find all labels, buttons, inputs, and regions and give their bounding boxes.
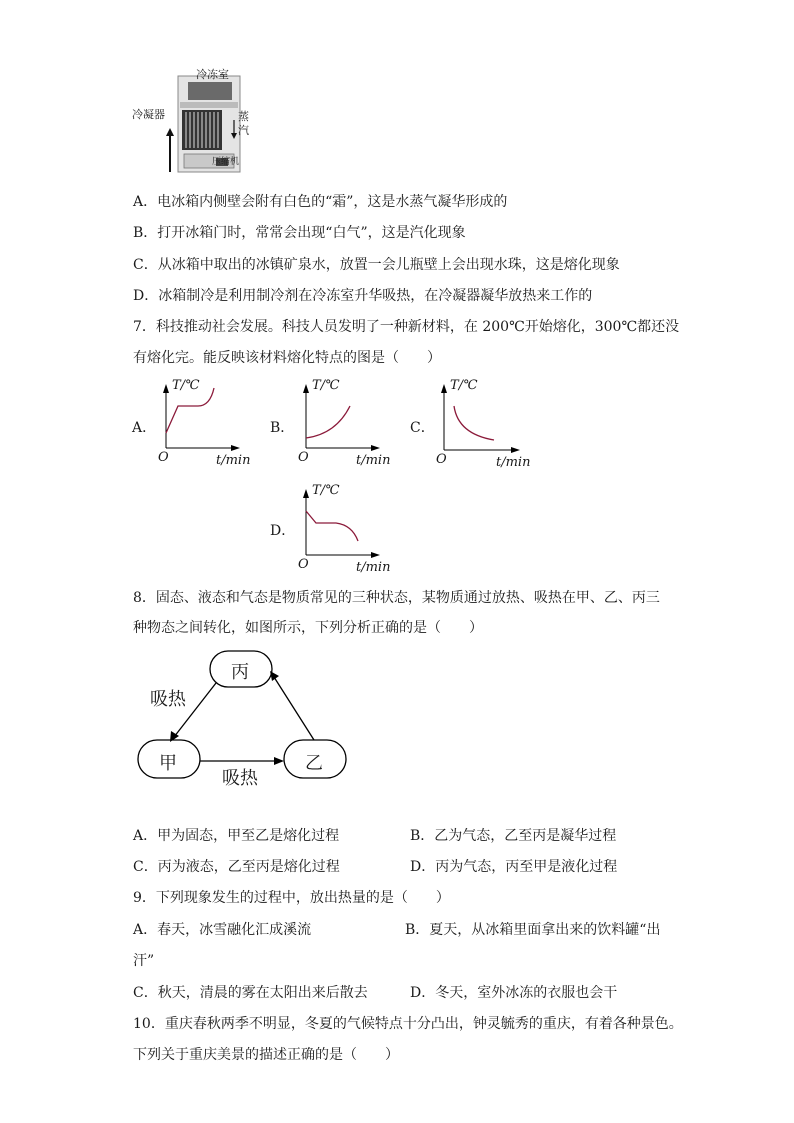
- graph-x-axis-label: t/min: [496, 455, 531, 470]
- graph-letter: A．: [132, 420, 157, 436]
- q7-graph-c: [408, 376, 543, 473]
- graph-x-axis-label: t/min: [356, 560, 391, 575]
- graph-origin: O: [158, 450, 169, 465]
- graph-origin: O: [298, 450, 309, 465]
- edge-label-top-left: 吸热: [150, 689, 186, 710]
- graph-origin: O: [436, 452, 447, 467]
- graph-x-axis-label: t/min: [216, 453, 251, 468]
- q9-option-b: B．夏天，从冰箱里面拿出来的饮料罐“出: [405, 922, 661, 938]
- q6-option-a: A．电冰箱内侧壁会附有白色的“霜”，这是水蒸气凝华形成的: [133, 194, 508, 210]
- q9-option-b-cont: 汗”: [133, 953, 155, 969]
- phase-diagram: [130, 645, 360, 795]
- graph-y-axis-label: T/℃: [312, 378, 340, 393]
- node-top: 丙: [231, 662, 249, 683]
- graph-b-curve: [306, 406, 350, 438]
- q6-option-c: C．从冰箱中取出的冰镇矿泉水，放置一会儿瓶壁上会出现水珠，这是熔化现象: [133, 257, 620, 273]
- q10-stem-line1: 10．重庆春秋两季不明显，冬夏的气候特点十分凸出，钟灵毓秀的重庆，有着各种景色。: [133, 1016, 683, 1032]
- graph-a-curve: [166, 388, 214, 433]
- q9-stem: 9．下列现象发生的过程中，放出热量的是（ ）: [133, 890, 450, 906]
- condenser-label: 冷凝器: [132, 108, 165, 121]
- graph-y-axis-label: T/℃: [312, 483, 340, 498]
- node-right: 乙: [305, 753, 323, 774]
- graph-y-axis-label: T/℃: [172, 378, 200, 393]
- q8-option-a: A．甲为固态，甲至乙是熔化过程: [133, 828, 340, 844]
- q8-stem-line1: 8．固态、液态和气态是物质常见的三种状态，某物质通过放热、吸热在甲、乙、丙三: [133, 590, 660, 606]
- q8-option-c: C．丙为液态，乙至丙是熔化过程: [133, 859, 340, 875]
- vapor-label-2: 汽: [238, 124, 249, 137]
- graph-c-curve: [454, 406, 494, 440]
- fridge-figure: [130, 60, 250, 175]
- vapor-label-1: 蒸: [238, 110, 249, 123]
- q7-stem-line2: 有熔化完。能反映该材料熔化特点的图是（ ）: [133, 350, 441, 366]
- graph-d-curve: [306, 511, 358, 541]
- q8-option-b: B．乙为气态，乙至丙是凝华过程: [410, 828, 617, 844]
- q7-graph-a: [130, 376, 260, 471]
- q7-graph-b: [270, 376, 400, 471]
- compressor-label: 压缩机: [212, 157, 240, 167]
- q8-option-d: D．丙为气态，丙至甲是液化过程: [410, 859, 618, 875]
- node-left: 甲: [159, 753, 177, 774]
- graph-letter: B．: [270, 420, 295, 436]
- graph-letter: C．: [410, 420, 435, 436]
- freezer-label: 冷冻室: [196, 68, 229, 81]
- q9-option-d: D．冬天，室外冰冻的衣服也会干: [410, 985, 618, 1001]
- graph-origin: O: [298, 557, 309, 572]
- graph-letter: D．: [270, 523, 296, 539]
- q8-stem-line2: 种物态之间转化，如图所示，下列分析正确的是（ ）: [133, 620, 483, 636]
- graph-y-axis-label: T/℃: [450, 378, 478, 393]
- graph-x-axis-label: t/min: [356, 453, 391, 468]
- q9-option-a: A．春天，冰雪融化汇成溪流: [133, 922, 312, 938]
- q7-graph-d: [270, 481, 400, 576]
- q6-option-b: B．打开冰箱门时，常常会出现“白气”，这是汽化现象: [133, 225, 466, 241]
- q6-option-d: D．冰箱制冷是利用制冷剂在冷冻室升华吸热，在冷凝器凝华放热来工作的: [133, 288, 593, 304]
- q9-option-c: C．秋天，清晨的雾在太阳出来后散去: [133, 985, 368, 1001]
- q10-stem-line2: 下列关于重庆美景的描述正确的是（ ）: [133, 1047, 399, 1063]
- edge-label-bottom: 吸热: [222, 768, 258, 789]
- q7-stem-line1: 7．科技推动社会发展。科技人员发明了一种新材料，在 200℃开始熔化，300℃都还没: [133, 319, 680, 335]
